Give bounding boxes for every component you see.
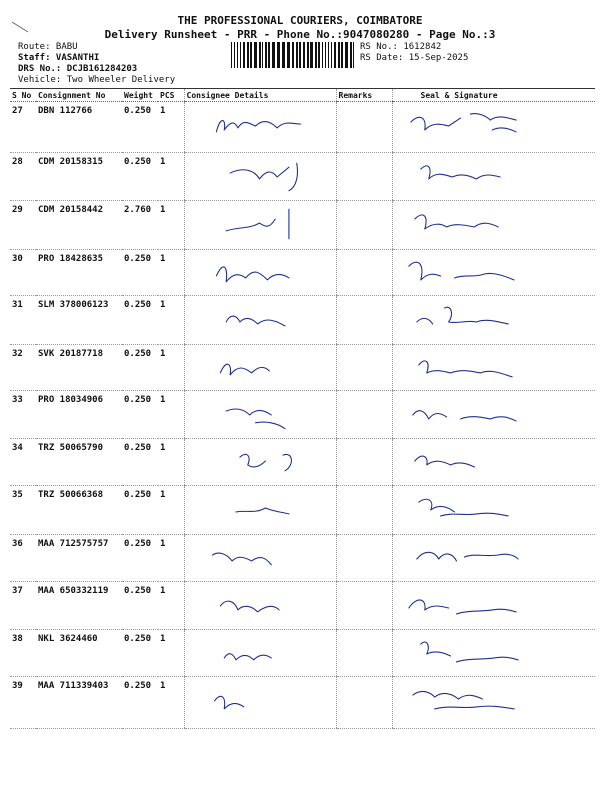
cell-consignee-signature [184, 582, 336, 630]
table-row [10, 535, 595, 582]
cell-remarks [336, 102, 392, 153]
cell-sno: 28 [10, 153, 36, 201]
cell-consignee-signature [184, 486, 336, 535]
consignee-signature [187, 157, 334, 195]
cell-sno: 32 [10, 345, 36, 391]
consignee-signature [187, 634, 334, 672]
cell-consignment: DBN 112766 [36, 102, 122, 153]
consignee-signature [187, 349, 334, 387]
cell-remarks [336, 250, 392, 296]
cell-consignment: NKL 3624460 [36, 630, 122, 677]
cell-consignment: PRO 18428635 [36, 250, 122, 296]
cell-consignee-signature [184, 439, 336, 486]
table-row [10, 391, 595, 439]
cell-seal-signature [392, 486, 595, 535]
cell-remarks [336, 439, 392, 486]
table-row [10, 486, 595, 535]
table-row [10, 102, 595, 153]
seal-signature [395, 539, 594, 577]
table-row [10, 201, 595, 250]
consignee-signature [187, 106, 334, 144]
cell-remarks [336, 153, 392, 201]
consignee-signature [187, 443, 334, 481]
consignee-signature [187, 300, 334, 338]
cell-weight: 0.250 [122, 391, 158, 439]
cell-pcs: 1 [158, 391, 184, 439]
cell-sno: 36 [10, 535, 36, 582]
cell-pcs: 1 [158, 345, 184, 391]
cell-seal-signature [392, 201, 595, 250]
cell-weight: 0.250 [122, 535, 158, 582]
cell-pcs: 1 [158, 250, 184, 296]
cell-consignee-signature [184, 250, 336, 296]
col-header-consignee: Consignee Details [184, 89, 336, 102]
consignee-signature [187, 681, 334, 719]
cell-consignee-signature [184, 535, 336, 582]
cell-seal-signature [392, 439, 595, 486]
seal-signature [395, 205, 594, 243]
cell-sno: 37 [10, 582, 36, 630]
table-row [10, 439, 595, 486]
cell-pcs: 1 [158, 535, 184, 582]
seal-signature [395, 395, 594, 433]
cell-pcs: 1 [158, 102, 184, 153]
seal-signature [395, 106, 594, 144]
cell-weight: 0.250 [122, 439, 158, 486]
vehicle-label: Vehicle: Two Wheeler Delivery [18, 75, 176, 85]
cell-sno: 33 [10, 391, 36, 439]
cell-remarks [336, 345, 392, 391]
seal-signature [395, 490, 594, 528]
cell-consignment: TRZ 50065790 [36, 439, 122, 486]
cell-weight: 0.250 [122, 677, 158, 729]
cell-consignee-signature [184, 391, 336, 439]
consignee-signature [187, 205, 334, 243]
cell-seal-signature [392, 296, 595, 345]
cell-sno: 30 [10, 250, 36, 296]
cell-remarks [336, 582, 392, 630]
cell-remarks [336, 201, 392, 250]
cell-consignee-signature [184, 102, 336, 153]
cell-sno: 38 [10, 630, 36, 677]
cell-pcs: 1 [158, 630, 184, 677]
cell-sno: 35 [10, 486, 36, 535]
cell-remarks [336, 391, 392, 439]
consignee-signature [187, 395, 334, 433]
cell-weight: 0.250 [122, 486, 158, 535]
cell-seal-signature [392, 102, 595, 153]
cell-weight: 0.250 [122, 630, 158, 677]
cell-sno: 27 [10, 102, 36, 153]
table-row [10, 250, 595, 296]
cell-pcs: 1 [158, 486, 184, 535]
col-header-pcs: PCS [158, 89, 184, 102]
cell-consignment: SLM 378006123 [36, 296, 122, 345]
cell-consignment: MAA 711339403 [36, 677, 122, 729]
rs-date: RS Date: 15-Sep-2025 [360, 53, 469, 63]
cell-pcs: 1 [158, 582, 184, 630]
seal-signature [395, 157, 594, 195]
cell-pcs: 1 [158, 439, 184, 486]
seal-signature [395, 254, 594, 292]
table-row [10, 153, 595, 201]
route-label: Route: BABU [18, 42, 78, 52]
table-row [10, 630, 595, 677]
consignee-signature [187, 254, 334, 292]
consignee-signature [187, 539, 334, 577]
cell-seal-signature [392, 250, 595, 296]
cell-pcs: 1 [158, 677, 184, 729]
cell-weight: 0.250 [122, 153, 158, 201]
cell-consignment: PRO 18034906 [36, 391, 122, 439]
cell-consignment: CDM 20158315 [36, 153, 122, 201]
cell-consignee-signature [184, 345, 336, 391]
cell-pcs: 1 [158, 153, 184, 201]
seal-signature [395, 349, 594, 387]
cell-sno: 39 [10, 677, 36, 729]
company-title: THE PROFESSIONAL COURIERS, COIMBATORE [177, 14, 423, 27]
col-header-seal: Seal & Signature [392, 89, 595, 102]
cell-weight: 0.250 [122, 296, 158, 345]
cell-weight: 0.250 [122, 250, 158, 296]
cell-sno: 34 [10, 439, 36, 486]
cell-consignee-signature [184, 201, 336, 250]
cell-consignment: MAA 712575757 [36, 535, 122, 582]
runsheet-table [10, 88, 595, 729]
consignee-signature [187, 586, 334, 624]
seal-signature [395, 634, 594, 672]
runsheet-subtitle: Delivery Runsheet - PRR - Phone No.:9047080280 - Page No.:3 [104, 28, 496, 41]
col-header-remarks: Remarks [336, 89, 392, 102]
cell-weight: 0.250 [122, 582, 158, 630]
cell-consignment: MAA 650332119 [36, 582, 122, 630]
cell-sno: 29 [10, 201, 36, 250]
seal-signature [395, 300, 594, 338]
cell-consignee-signature [184, 153, 336, 201]
cell-seal-signature [392, 630, 595, 677]
cell-remarks [336, 677, 392, 729]
cell-seal-signature [392, 677, 595, 729]
col-header-consignment: Consignment No [36, 89, 122, 102]
table-row [10, 582, 595, 630]
cell-seal-signature [392, 582, 595, 630]
cell-sno: 31 [10, 296, 36, 345]
drs-label: DRS No.: DCJB161284203 [18, 64, 138, 74]
table-row [10, 296, 595, 345]
cell-remarks [336, 296, 392, 345]
table-row [10, 345, 595, 391]
cell-consignee-signature [184, 296, 336, 345]
cell-seal-signature [392, 535, 595, 582]
cell-pcs: 1 [158, 201, 184, 250]
col-header-sno: S No [10, 89, 36, 102]
cell-weight: 0.250 [122, 102, 158, 153]
seal-signature [395, 443, 594, 481]
cell-weight: 2.760 [122, 201, 158, 250]
cell-pcs: 1 [158, 296, 184, 345]
cell-remarks [336, 486, 392, 535]
seal-signature [395, 681, 594, 719]
cell-weight: 0.250 [122, 345, 158, 391]
cell-seal-signature [392, 153, 595, 201]
barcode [230, 42, 356, 68]
consignee-signature [187, 490, 334, 528]
cell-consignee-signature [184, 677, 336, 729]
cell-seal-signature [392, 391, 595, 439]
cell-seal-signature [392, 345, 595, 391]
cell-remarks [336, 535, 392, 582]
table-row [10, 677, 595, 729]
table-header-row [10, 89, 595, 102]
cell-consignment: TRZ 50066368 [36, 486, 122, 535]
cell-remarks [336, 630, 392, 677]
rs-number: RS No.: 1612842 [360, 42, 442, 52]
staff-label: Staff: VASANTHI [18, 53, 100, 63]
seal-signature [395, 586, 594, 624]
cell-consignment: SVK 20187718 [36, 345, 122, 391]
cell-consignment: CDM 20158442 [36, 201, 122, 250]
col-header-weight: Weight [122, 89, 158, 102]
cell-consignee-signature [184, 630, 336, 677]
